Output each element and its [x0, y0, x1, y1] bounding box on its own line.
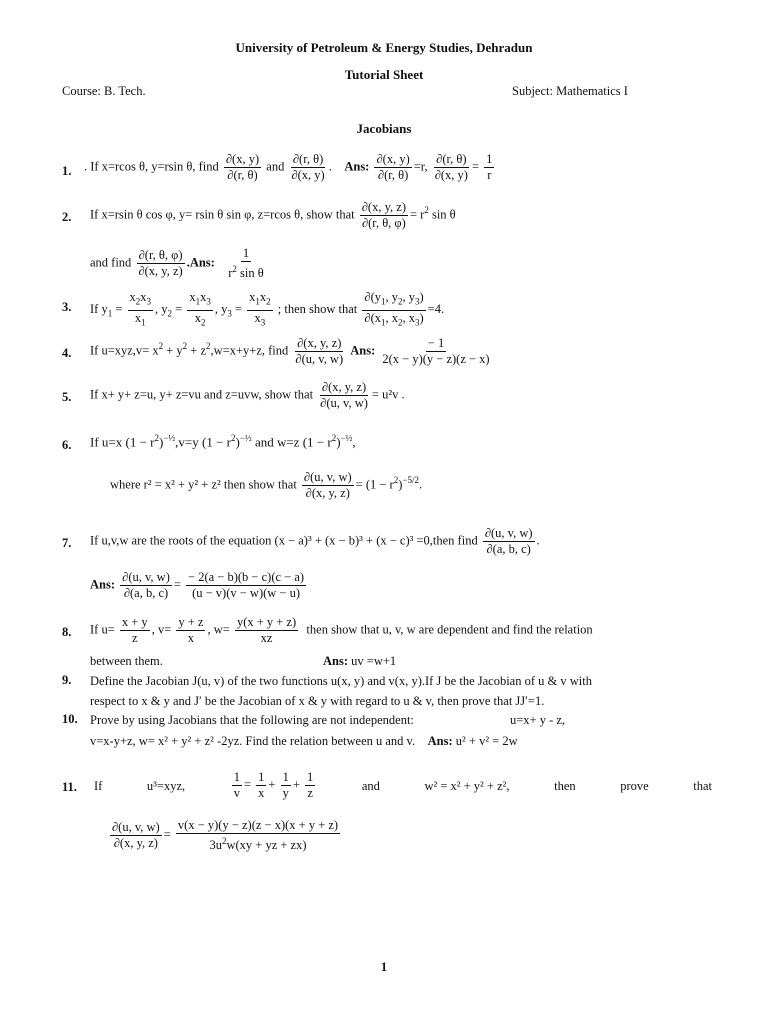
- fraction: $\frac{1}{r^2 \sin \theta}$: [228, 246, 264, 281]
- fraction: $\frac{1}{v}$: [233, 770, 240, 800]
- fraction: $\frac{- 2(a - b)(b - c)(c - a)}{(u - v)(v - w)(w - u)}$: [188, 570, 305, 600]
- fraction: $\frac{- 1}{2(x - y)(y - z)(z - x)}$: [382, 336, 490, 366]
- fraction: $\frac{\partial(x, y, z)}{\partial(u, v, w)}$: [320, 380, 368, 410]
- fraction: $\frac{\partial(u, v, w)}{\partial(x, y, z)}$: [303, 470, 352, 500]
- fraction: $\frac{1}{x}$: [258, 770, 265, 800]
- question-3: If $y_1$ = $\frac{x_2x_3}{x_1}$ , $y_2$ = $\frac{x_1x_3}{x_2}$ , $y_3$ = $\frac{x_1x_2}{x_3}$ ; then show that $\frac{\partial(y_1, y_2, y_3)}{\partial(x_1, x_2, x_3)}$ =4.: [90, 290, 712, 330]
- fraction: $\frac{1}{y}$: [282, 770, 289, 800]
- fraction: $\frac{v(x - y)(y - z)(z - x)(x + y + z)}{3u^2w(xy + yz + zx)}$: [177, 818, 339, 853]
- sheet-title: Tutorial Sheet: [344, 67, 424, 82]
- fraction: $\frac{\partial(r, \theta, \varphi)}{\partial(x, y, z)}$: [138, 248, 183, 279]
- question-7: If u,v,w are the roots of the equation (x − a)³ + (x − b)³ + (x − c)³ =0,then find $\frac{\partial(u, v, w)}{\partial(a, b, c)}$ .: [90, 526, 540, 556]
- question-number: 4.: [62, 346, 72, 360]
- fraction: $\frac{\partial(r, \theta)}{\partial(x, y)}$: [291, 152, 325, 182]
- fraction: $\frac{\partial(x, y, z)}{\partial(r, \theta, \varphi)}$: [361, 200, 406, 230]
- question-number: 8.: [62, 625, 72, 639]
- question-8-part-b: between them. Ans: uv =w+1: [90, 654, 397, 668]
- question-2: If x=rsin θ cos φ, y= rsin θ sin φ, z=rcos θ, show that $\frac{\partial(x, y, z)}{\partial(r, \theta, \varphi)}$ = $r^2$ sin θ: [90, 200, 456, 230]
- question-10-part-b: v=x-y+z, w= x² + y² + z² -2yz. Find the relation between u and v. Ans: u² + v² = 2w: [90, 734, 518, 748]
- question-number: 3.: [62, 300, 72, 314]
- question-6: If u=x $(1 - r^2)^{-\frac{1}{2}},v=y$ $(1 - r^2)^{-\frac{1}{2}}$ and w=z $(1 - r^2)^{-\frac{1}{2}}$,: [90, 433, 356, 450]
- question-9: Define the Jacobian J(u, v) of the two functions u(x, y) and v(x, y).If J be the Jacobian of u & v with: [90, 674, 592, 688]
- question-8: If u= $\frac{x + y}{z}$ , v= $\frac{y + z}{x}$ , w= $\frac{y(x + y + z)}{xz}$ then show that u, v, w are dependent and find the relation: [90, 615, 593, 645]
- fraction: $\frac{x_1x_2}{x_3}$: [249, 290, 271, 327]
- fraction: $\frac{\partial(y_1, y_2, y_3)}{\partial(x_1, x_2, x_3)}$: [364, 290, 424, 327]
- fraction: $\frac{\partial(x, y)}{\partial(r, \theta)}$: [225, 152, 260, 182]
- fraction: $\frac{\partial(x, y)}{\partial(r, \theta)}$: [376, 152, 410, 182]
- question-11: If u³=xyz, $\frac{1}{v}$ = $\frac{1}{x}$ + $\frac{1}{y}$ + $\frac{1}{z}$ and w² = x² + y² + z², then prove that: [94, 770, 712, 800]
- course-label: Course: B. Tech.: [62, 84, 146, 98]
- question-7-answer: Ans: $\frac{\partial(u, v, w)}{\partial(a, b, c)}$ = $\frac{- 2(a - b)(b - c)(c - a)}{(u - v)(v - w)(w - u)}$: [90, 570, 305, 600]
- question-number: 11.: [62, 780, 77, 794]
- fraction: $\frac{\partial(u, v, w)}{\partial(a, b, c)}$: [484, 526, 533, 556]
- question-number: 6.: [62, 438, 72, 452]
- fraction: $\frac{x_2x_3}{x_1}$: [129, 290, 152, 327]
- question-5: If x+ y+ z=u, y+ z=vu and z=uvw, show that $\frac{\partial(x, y, z)}{\partial(u, v, w)}$ = u²v .: [90, 380, 405, 410]
- page-number: 1: [380, 960, 388, 974]
- question-number: 5.: [62, 390, 72, 404]
- question-number: 10.: [62, 712, 78, 726]
- fraction: $\frac{1}{r}$: [486, 152, 493, 182]
- question-11-result: $\frac{\partial(u, v, w)}{\partial(x, y, z)}$ = $\frac{v(x - y)(y - z)(z - x)(x + y + z)}{3u^2w(xy + yz + zx)}$: [112, 818, 339, 853]
- fraction: $\frac{\partial(x, y, z)}{\partial(u, v, w)}$: [295, 336, 344, 366]
- fraction: $\frac{\partial(u, v, w)}{\partial(a, b, c)}$: [122, 570, 170, 600]
- question-1: . If x=rcos θ, y=rsin θ, find $\frac{\partial(x, y)}{\partial(r, \theta)}$ and $\frac{\partial(r, \theta)}{\partial(x, y)}$ . Ans: $\frac{\partial(x, y)}{\partial(r, \theta)}$ =r, $\frac{\partial(r, \theta)}{\partial(x, y)}$ = $\frac{1}{r}$: [84, 152, 493, 182]
- question-4: If $u=xyz,v= x^2 + y^2 + z^2,w=x+y+z$, find $\frac{\partial(x, y, z)}{\partial(u, v, w)}$ Ans: $\frac{- 1}{2(x - y)(y - z)(z - x)}$: [90, 336, 490, 366]
- fraction: $\frac{y(x + y + z)}{xz}$: [236, 615, 297, 645]
- question-2-part-b: and find $\frac{\partial(r, \theta, \varphi)}{\partial(x, y, z)}$ .Ans: $\frac{1}{r^2 \sin \theta}$: [90, 246, 264, 281]
- topic-title: Jacobians: [356, 121, 412, 136]
- question-number: 9.: [62, 673, 72, 687]
- fraction: $\frac{\partial(u, v, w)}{\partial(x, y, z)}$: [112, 820, 160, 851]
- question-number: 2.: [62, 210, 72, 224]
- subject-label: Subject: Mathematics I: [512, 84, 628, 98]
- fraction: $\frac{y + z}{x}$: [178, 615, 204, 645]
- question-9-part-b: respect to x & y and J′ be the Jacobian of x & y with regard to u & v, then prove that JJ′=1.: [90, 694, 545, 708]
- question-number: 7.: [62, 536, 72, 550]
- fraction: $\frac{x + y}{z}$: [121, 615, 148, 645]
- question-10: Prove by using Jacobians that the following are not independent: u=x+ y - z,: [90, 713, 566, 727]
- fraction: $\frac{\partial(r, \theta)}{\partial(x, y)}$: [434, 152, 468, 182]
- fraction: $\frac{x_1x_3}{x_2}$: [189, 290, 211, 327]
- fraction: $\frac{1}{z}$: [307, 770, 314, 800]
- university-title: University of Petroleum & Energy Studies, Dehradun: [235, 40, 533, 55]
- question-6-part-b: where r² = x² + y² + z² then show that $\frac{\partial(u, v, w)}{\partial(x, y, z)}$ = $(1 - r^2)^{-5/2}$.: [110, 470, 423, 500]
- question-number: 1.: [62, 164, 72, 178]
